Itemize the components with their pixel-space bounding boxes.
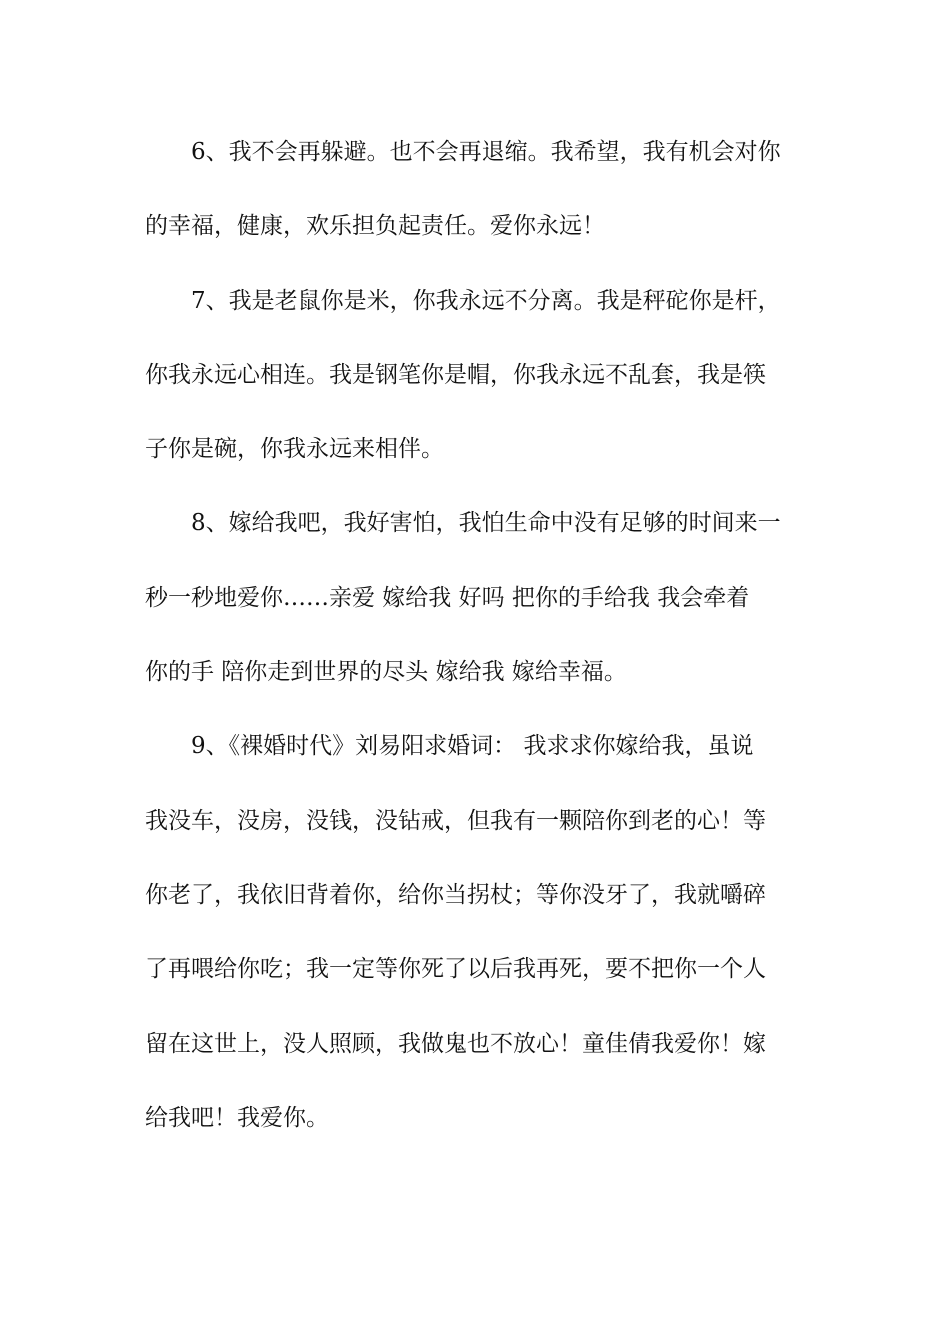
text-line: 7、我是老鼠你是米，你我永远不分离。我是秤砣你是杆，: [191, 287, 781, 314]
text-line: 秒一秒地爱你……亲爱 嫁给我 好吗 把你的手给我 我会牵着: [145, 584, 750, 611]
text-line: 8、嫁给我吧，我好害怕，我怕生命中没有足够的时间来一: [191, 510, 781, 537]
text-line: 9、《裸婚时代》刘易阳求婚词： 我求求你嫁给我，虽说: [191, 733, 754, 760]
text-line: 给我吧！我爱你。: [145, 1104, 329, 1131]
text-line: 的幸福，健康，欢乐担负起责任。爱你永远！: [145, 213, 605, 240]
document-body: [145, 130, 810, 1170]
text-line: 你老了，我依旧背着你，给你当拐杖；等你没牙了，我就嚼碎: [145, 881, 766, 908]
paragraph-6: [145, 130, 810, 279]
text-line: 6、我不会再躲避。也不会再退缩。我希望，我有机会对你: [191, 139, 781, 165]
paragraph-9: [145, 724, 810, 1170]
text-line: 你我永远心相连。我是钢笔你是帽，你我永远不乱套，我是筷: [145, 361, 766, 388]
text-line: 子你是碗，你我永远来相伴。: [145, 436, 444, 463]
text-line: 我没车，没房，没钱，没钻戒，但我有一颗陪你到老的心！等: [145, 807, 766, 834]
text-line: 留在这世上，没人照顾，我做鬼也不放心！童佳倩我爱你！嫁: [145, 1030, 766, 1057]
paragraph-8: [145, 501, 810, 724]
paragraph-7: [145, 279, 810, 502]
text-line: 你的手 陪你走到世界的尽头 嫁给我 嫁给幸福。: [145, 659, 627, 686]
text-line: 了再喂给你吃；我一定等你死了以后我再死，要不把你一个人: [145, 956, 766, 983]
